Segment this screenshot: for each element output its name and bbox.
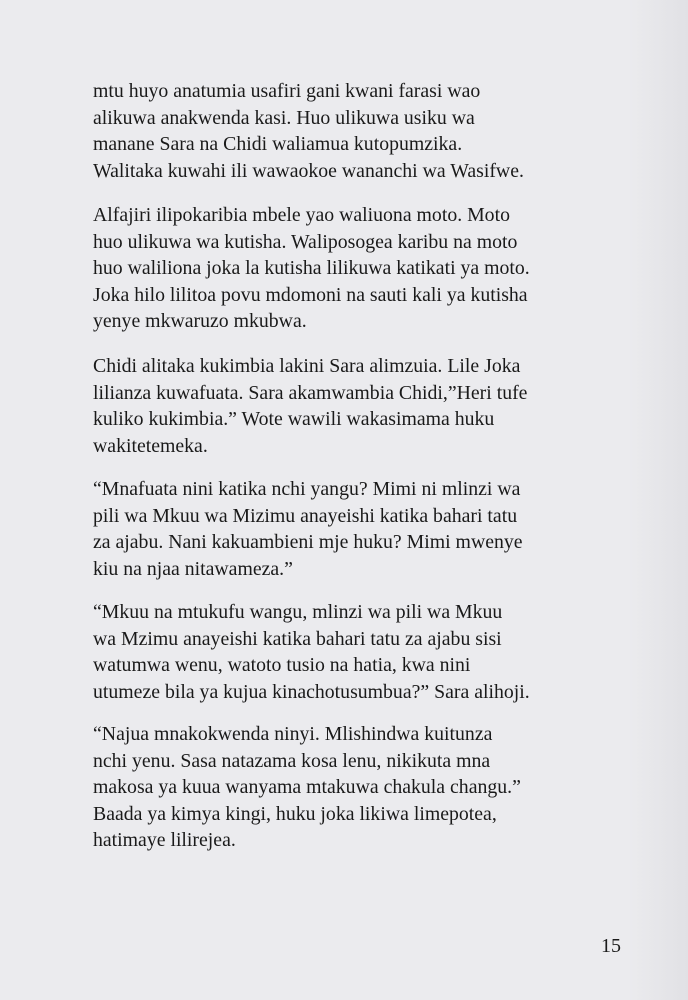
paragraph-3 <box>93 353 633 459</box>
paragraph-line: pili wa Mkuu wa Mizimu anayeishi katika bahari tatu <box>93 504 518 527</box>
paragraph-line: kiu na njaa nitawameza.” <box>93 557 293 580</box>
paragraph-line: Alfajiri ilipokaribia mbele yao waliuona moto. Moto <box>93 204 510 226</box>
paragraph-line: makosa ya kuua wanyama mtakuwa chakula changu.” <box>93 776 521 798</box>
paragraph-line: wa Mzimu anayeishi katika bahari tatu za ajabu sisi <box>93 627 502 650</box>
paragraph-line: nchi yenu. Sasa natazama kosa lenu, nikikuta mna <box>93 749 491 772</box>
paragraph-line: alikuwa anakwenda kasi. Huo ulikuwa usiku wa <box>93 106 475 129</box>
paragraph-line: utumeze bila ya kujua kinachotusumbua?” Sara alihoji. <box>93 680 530 703</box>
paragraph-line: hatimaye lilirejea. <box>93 829 236 851</box>
paragraph-line: Chidi alitaka kukimbia lakini Sara alimzuia. Lile Joka <box>93 355 521 377</box>
paragraph-1 <box>93 78 633 184</box>
paragraph-line: wakitetemeka. <box>93 434 208 457</box>
paragraph-line: Walitaka kuwahi ili wawaokoe wananchi wa Wasifwe. <box>93 159 524 182</box>
paragraph-4 <box>93 476 633 582</box>
paragraph-6 <box>93 721 633 854</box>
paragraph-line: “Najua mnakokwenda ninyi. Mlishindwa kuitunza <box>93 723 493 745</box>
page-number: 15 <box>601 935 621 957</box>
paragraph-line: yenye mkwaruzo mkubwa. <box>93 310 307 332</box>
paragraph-5 <box>93 599 633 705</box>
paragraph-line: lilianza kuwafuata. Sara akamwambia Chidi,”Heri tufe <box>93 381 528 404</box>
paragraph-line: mtu huyo anatumia usafiri gani kwani farasi wao <box>93 80 481 102</box>
paragraph-line: watumwa wenu, watoto tusio na hatia, kwa nini <box>93 654 471 676</box>
paragraph-line: “Mkuu na mtukufu wangu, mlinzi wa pili wa Mkuu <box>93 601 503 623</box>
paper-bleed-through <box>628 0 688 1000</box>
paragraph-line: huo ulikuwa wa kutisha. Waliposogea karibu na moto <box>93 230 518 253</box>
paragraph-line: kuliko kukimbia.” Wote wawili wakasimama huku <box>93 408 495 430</box>
paragraph-line: Baada ya kimya kingi, huku joka likiwa limepotea, <box>93 802 497 825</box>
paragraph-line: “Mnafuata nini katika nchi yangu? Mimi ni mlinzi wa <box>93 478 521 500</box>
paragraph-2 <box>93 202 633 335</box>
paragraph-line: Joka hilo lilitoa povu mdomoni na sauti kali ya kutisha <box>93 283 528 306</box>
paragraph-line: za ajabu. Nani kakuambieni mje huku? Mimi mwenye <box>93 531 523 553</box>
paragraph-line: manane Sara na Chidi waliamua kutopumzika. <box>93 133 463 155</box>
paragraph-line: huo waliliona joka la kutisha lilikuwa katikati ya moto. <box>93 257 530 279</box>
